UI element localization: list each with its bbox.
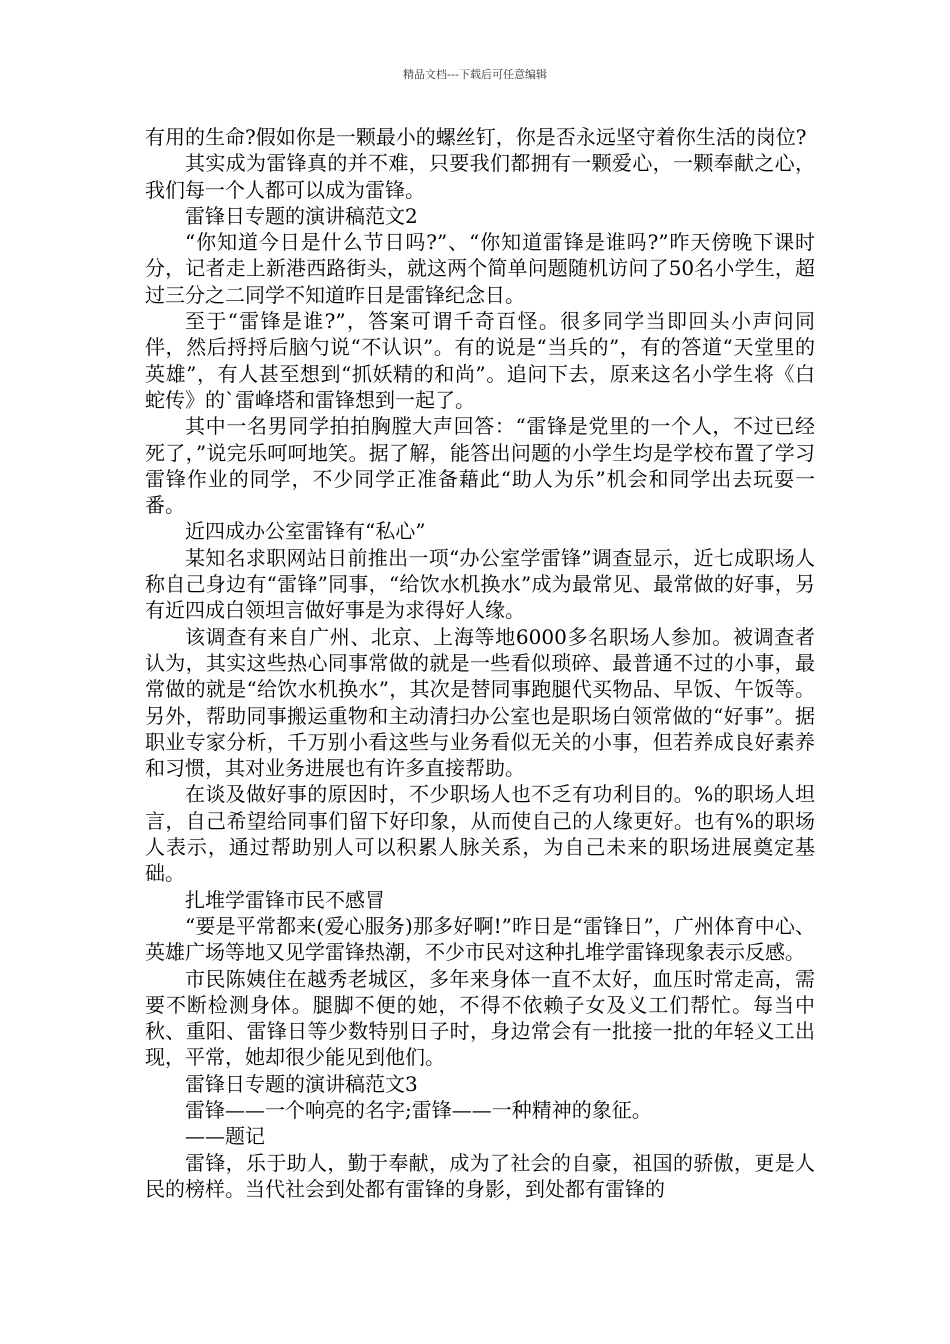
section-heading: 雷锋日专题的演讲稿范文2 — [185, 203, 418, 228]
paragraph: 雷锋——一个响亮的名字;雷锋——一种精神的象征。 — [185, 1097, 652, 1122]
paragraph: 雷锋，乐于助人，勤于奉献，成为了社会的自豪，祖国的骄傲，更是人民的榜样。当代社会到处都有雷锋的身影，到处都有雷锋的 — [145, 1150, 815, 1201]
subheading: 扎堆学雷锋市民不感冒 — [185, 887, 385, 912]
page-header: 精品文档---下载后可任意编辑 — [403, 68, 547, 81]
paragraph: 有用的生命?假如你是一颗最小的螺丝钉，你是否永远坚守着你生活的岗位? — [145, 125, 807, 149]
paragraph: 在谈及做好事的原因时，不少职场人也不乏有功利目的。%的职场人坦言，自己希望给同事们留下好印象，从而使自己的人缘更好。也有%的职场人表示，通过帮助别人可以积累人脉关系，为自己未来的职场进展奠定基础。 — [145, 782, 815, 886]
section-heading: 雷锋日专题的演讲稿范文3 — [185, 1071, 418, 1096]
paragraph: “要是平常都来(爱心服务)那多好啊!”昨日是“雷锋日”，广州体育中心、英雄广场等地又见学雷锋热潮，不少市民对这种扎堆学雷锋现象表示反感。 — [145, 913, 815, 965]
paragraph: 该调查有来自广州、北京、上海等地6000多名职场人参加。被调查者认为，其实这些热心同事常做的就是一些看似琐碎、最普通不过的小事，最常做的就是“给饮水机换水”，其次是替同事跑腿代买物品、早饭、午饭等。另外，帮助同事搬运重物和主动清扫办公室也是职场白领常做的“好事”。据职业专家分析，千万别小看这些与业务看似无关的小事，但若养成良好素养和习惯，其对业务进展也有许多直接帮助。 — [145, 624, 815, 781]
paragraph: 其实成为雷锋真的并不难，只要我们都拥有一颗爱心，一颗奉献之心，我们每一个人都可以成为雷锋。 — [145, 151, 815, 202]
paragraph: 其中一名男同学拍拍胸膛大声回答：“雷锋是党里的一个人，不过已经死了，”说完乐呵呵地笑。据了解，能答出问题的小学生均是学校布置了学习雷锋作业的同学，不少同学正准备藉此“助人为乐”机会和同学出去玩耍一番。 — [145, 414, 815, 518]
subheading: 近四成办公室雷锋有“私心” — [185, 519, 426, 544]
paragraph: 市民陈姨住在越秀老城区，多年来身体一直不太好，血压时常走高，需要不断检测身体。腿脚不便的她，不得不依赖子女及义工们帮忙。每当中秋、重阳、雷锋日等少数特别日子时，身边常会有一批接一批的年轻义工出现，平常，她却很少能见到他们。 — [145, 966, 815, 1070]
document-body — [145, 124, 815, 1202]
paragraph: 至于“雷锋是谁?”，答案可谓千奇百怪。很多同学当即回头小声问同伴，然后捋捋后脑勺说“不认识”。有的说是“当兵的”，有的答道“天堂里的英雄”，有人甚至想到“抓妖精的和尚”。追问下去，原来这名小学生将《白蛇传》的`雷峰塔和雷锋想到一起了。 — [145, 309, 815, 412]
paragraph: 某知名求职网站日前推出一项“办公室学雷锋”调查显示，近七成职场人称自己身边有“雷锋”同事，“给饮水机换水”成为最常见、最常做的好事，另有近四成白领坦言做好事是为求得好人缘。 — [145, 545, 815, 623]
epigraph-attribution: ——题记 — [185, 1124, 265, 1149]
paragraph: “你知道今日是什么节日吗?”、“你知道雷锋是谁吗?”昨天傍晚下课时分，记者走上新港西路街头，就这两个简单问题随机访问了50名小学生，超过三分之二同学不知道昨日是雷锋纪念日。 — [145, 230, 815, 307]
